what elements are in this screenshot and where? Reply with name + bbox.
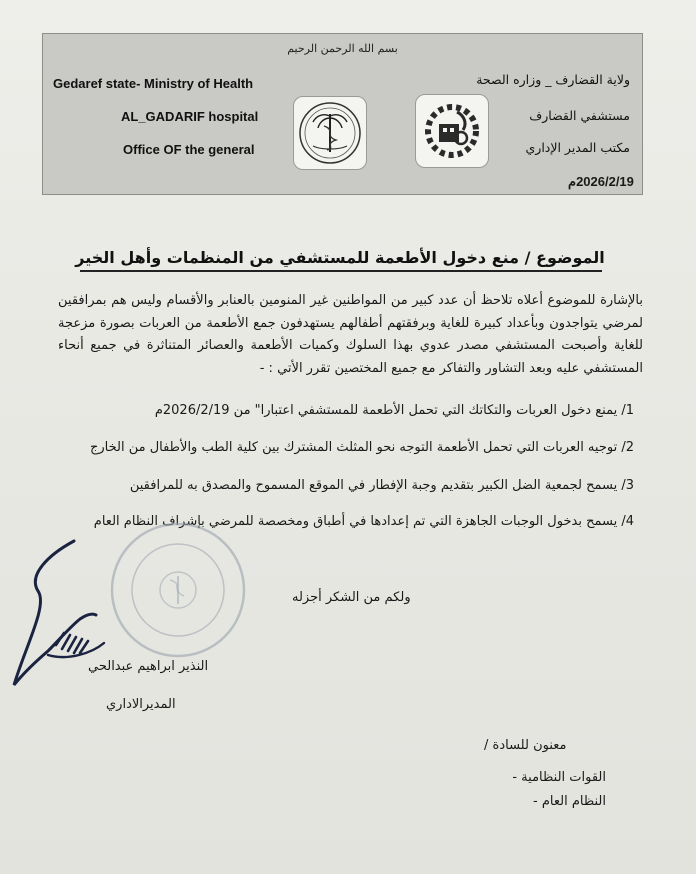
hospital-emblem-logo	[293, 96, 367, 170]
letterhead-en-line-3: Office OF the general	[123, 142, 255, 157]
decision-item-3: 3/ يسمح لجمعية الضل الكبير بتقديم وجبة الإفطار في الموقع المسموح والمصدق به للمرافقين	[129, 478, 634, 493]
basmala: بسم الله الرحمن الرحيم	[287, 42, 398, 55]
official-stamp	[108, 520, 248, 660]
letterhead-ar-line-1: ولاية القضارف _ وزاره الصحة	[476, 72, 630, 87]
closing-thanks: ولكم من الشكر أجزله	[292, 590, 411, 605]
cc-item-label: النظام العام	[541, 794, 606, 809]
decision-item-1: 1/ يمنع دخول العربات والتكاتك التي تحمل الأطعمة للمستشفي اعتبارا" من 2026/2/19م	[154, 403, 634, 418]
letter-date: 2026/2/19م	[568, 174, 634, 189]
signatory-title: المديرالاداري	[106, 697, 176, 712]
cc-bullet: -	[533, 794, 538, 809]
letterhead-en-line-2: AL_GADARIF hospital	[121, 109, 259, 124]
subject-underline	[80, 270, 602, 272]
cc-item-label: القوات النظامية	[521, 770, 606, 785]
cc-heading: معنون للسادة /	[484, 738, 567, 753]
decision-item-4: 4/ يسمح بدخول الوجبات الجاهزة التي تم إعدادها في أطباق ومخصصة للمرضي بإشراف النظام العام	[93, 514, 634, 529]
signatory-name: النذير ابراهيم عبدالحي	[88, 659, 209, 674]
cc-item-1	[512, 770, 606, 785]
decision-item-2: 2/ توجيه العربات التي تحمل الأطعمة التوجه نحو المثلث المشترك بين كلية الطب والأطفال من الخارج	[89, 440, 634, 455]
letter-intro-paragraph: بالإشارة للموضوع أعلاه تلاحظ أن عدد كبير من المواطنين غير المنومين بالعنابر والأقسام وليس هم بمرافقين لمرضي يتواجدون وبأعداد كبيرة للغاية وبرفقتهم أطفالهم يستهدفون جمع الأطعمة من العربات بصورة مزعجة للغاية وأصبحت المستشفي مصدر عدوي بهذا السلوك وكميات الأطعمة والعصائر المتناثرة في جميع أنحاء المستشفي عليه وبعد التشاور والتفاكر مع جميع المختصين تقرر الأتي : -	[58, 293, 643, 376]
letterhead-en-line-1: Gedaref state- Ministry of Health	[53, 76, 254, 91]
letter-subject: الموضوع / منع دخول الأطعمة للمستشفي من المنظمات وأهل الخير	[75, 248, 605, 267]
cc-item-2	[533, 794, 606, 809]
letterhead-ar-line-2: مستشفي القضارف	[529, 108, 630, 123]
letterhead	[42, 33, 643, 195]
letterhead-ar-line-3: مكتب المدير الإداري	[525, 140, 630, 155]
cc-bullet: -	[512, 770, 518, 785]
ministry-emblem-logo	[415, 94, 489, 168]
